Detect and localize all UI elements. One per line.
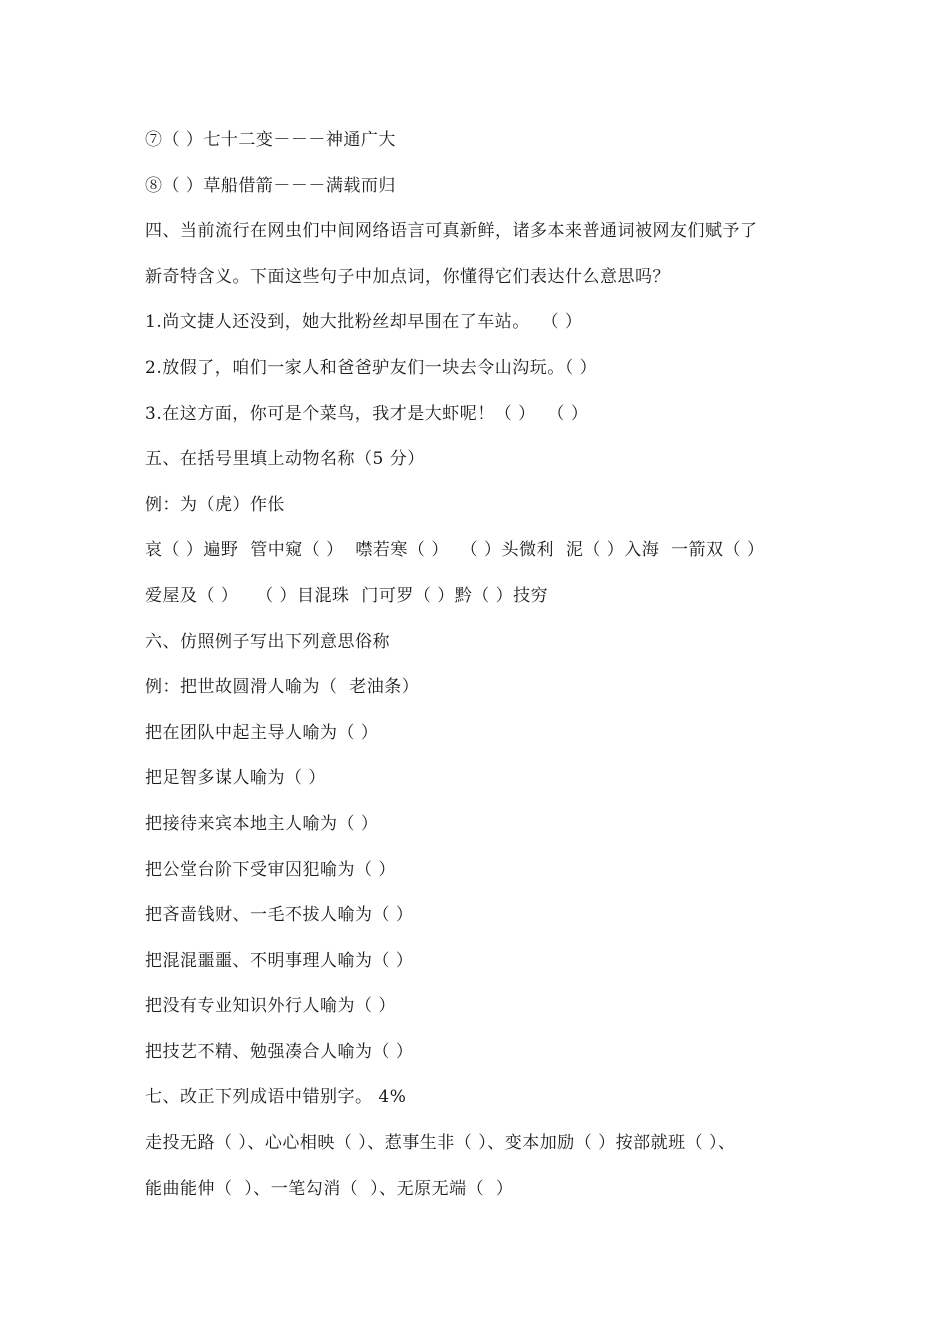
section-7-heading: 七、改正下列成语中错别字。 4% — [145, 1087, 407, 1108]
section-7-row-2: 能曲能伸（ ）、一笔勾消（ ）、无原无端（ ） — [145, 1178, 514, 1199]
section-6-item-3: 把接待来宾本地主人喻为（ ） — [145, 813, 379, 834]
section-4-sentence-3: 3.在这方面，你可是个菜鸟，我才是大虾呢！（ ） （ ） — [145, 403, 589, 424]
item-8-line: ⑧（ ）草船借箭－－－满载而归 — [145, 175, 396, 196]
section-4-question-cont: 新奇特含义。下面这些句子中加点词，你懂得它们表达什么意思吗？ — [145, 266, 670, 287]
section-6-item-6: 把混混噩噩、不明事理人喻为（ ） — [145, 950, 414, 971]
section-5-row-2: 爱屋及（ ） （ ）目混珠 门可罗（ ）黔（ ）技穷 — [145, 585, 549, 606]
section-6-heading: 六、仿照例子写出下列意思俗称 — [145, 631, 390, 652]
section-6-item-8: 把技艺不精、勉强凑合人喻为（ ） — [145, 1041, 414, 1062]
section-6-item-1: 把在团队中起主导人喻为（ ） — [145, 722, 379, 743]
section-5-row-1: 哀（ ）遍野 管中窥（ ） 噤若寒（ ） （ ）头微利 泥（ ）入海 一箭双（ ） — [145, 540, 765, 561]
section-4-question: 四、当前流行在网虫们中间网络语言可真新鲜，诸多本来普通词被网友们赋予了 — [145, 221, 758, 242]
section-6-item-2: 把足智多谋人喻为（ ） — [145, 768, 326, 789]
section-6-item-7: 把没有专业知识外行人喻为（ ） — [145, 996, 396, 1017]
section-7-row-1: 走投无路（ ）、心心相映（ ）、惹事生非（ ）、变本加励（ ）按部就班（ ）、 — [145, 1133, 736, 1154]
section-4-sentence-2: 2.放假了，咱们一家人和爸爸驴友们一块去令山沟玩。（ ） — [145, 357, 598, 378]
document-page — [145, 118, 825, 1212]
item-7-line: ⑦（ ）七十二变－－－神通广大 — [145, 130, 396, 150]
section-5-heading: 五、在括号里填上动物名称（5 分） — [145, 449, 425, 470]
section-5-example: 例：为（虎）作伥 — [145, 494, 285, 515]
section-6-example: 例：把世故圆滑人喻为（ 老油条） — [145, 677, 420, 698]
section-4-sentence-1: 1.尚文捷人还没到，她大批粉丝却早围在了车站。 （ ） — [145, 312, 583, 333]
section-6-item-5: 把吝啬钱财、一毛不拔人喻为（ ） — [145, 905, 414, 926]
section-6-item-4: 把公堂台阶下受审囚犯喻为（ ） — [145, 859, 396, 880]
